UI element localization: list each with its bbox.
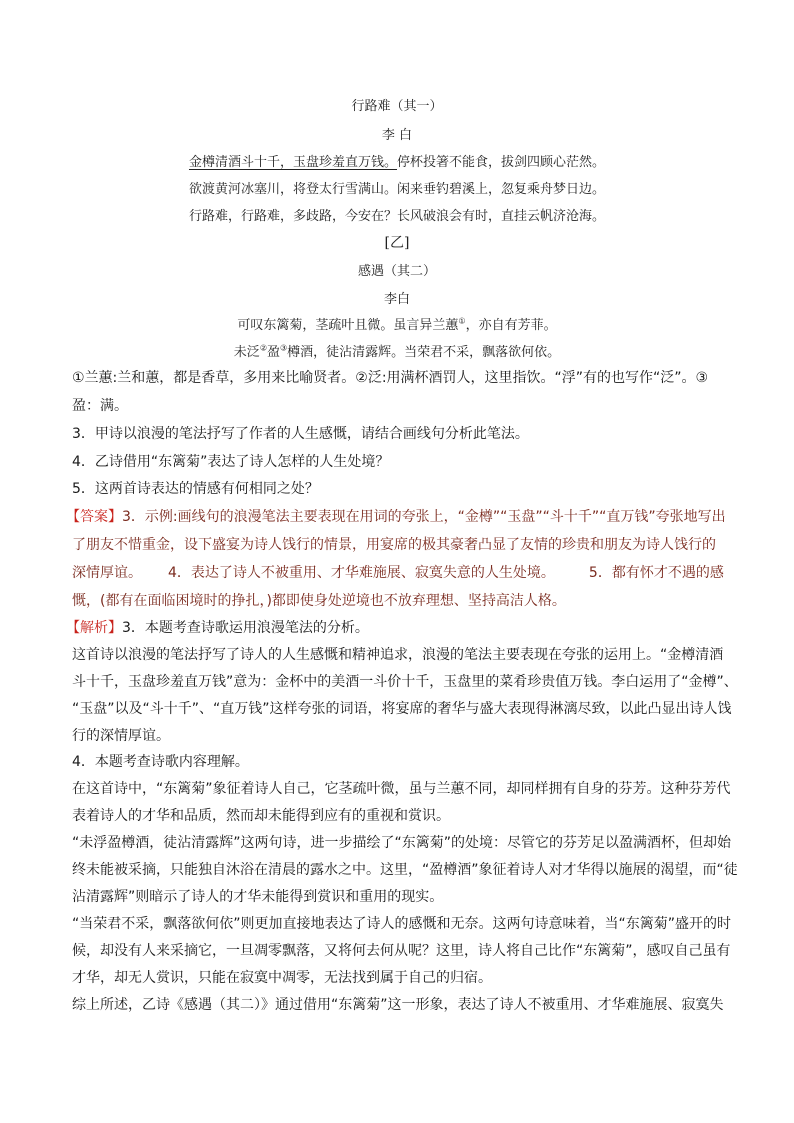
analysis-p2-2: 表着诗人的才华和品质，然而却未能得到应有的重视和赏识。 (72, 808, 450, 824)
analysis-label: 【解析】 (66, 620, 122, 636)
poem2-line1-a: 可叹东篱菊，茎疏叶且微。虽言异兰蕙 (237, 318, 459, 333)
poem1-line1 (0, 151, 794, 170)
answer-4: 4．表达了诗人不被重用、才华难施展、寂寞失意的人生处境。 (168, 565, 555, 581)
analysis-p1-2: 斗十千，玉盘珍羞直万钱”意为：金杯中的美酒一斗价十千，玉盘里的菜肴珍贵值万钱。李白运用了“金樽”、 (72, 674, 738, 690)
poem1-line1-rest: 停杯投箸不能食，拔剑四顾心茫然。 (397, 155, 606, 170)
analysis-p4-3: 才华，却无人赏识，只能在寂寞中凋零，无法找到属于自己的归宿。 (72, 970, 492, 986)
footnote-mark: ① (458, 316, 466, 326)
answer-5: 5．都有怀才不遇的感 (588, 565, 724, 581)
analysis-p1-4: 行的深情厚谊。 (72, 728, 170, 744)
underlined-line: 金樽清酒斗十千，玉盘珍羞直万钱。 (188, 155, 397, 170)
analysis-p1-3: “玉盘”以及“斗十千”、“直万钱”这样夸张的词语，将宴席的奢华与盛大表现得淋漓尽致，以此凸显出诗人饯 (72, 701, 732, 717)
analysis-p5-1: 综上所述，乙诗《感遇（其二）》通过借用“东篱菊”这一形象，表达了诗人不被重用、才华难施展、寂寞失 (72, 997, 724, 1013)
answer-line1 (66, 503, 726, 531)
analysis-p3-1: “未浮盈樽酒，徒沾清露辉”这两句诗，进一步描绘了“东篱菊”的处境：尽管它的芬芳足以盈满酒杯，但却始 (72, 835, 732, 851)
poem2-marker: [乙] (384, 235, 410, 251)
notes-line2: 盈：满。 (72, 398, 128, 414)
poem2-line2-b: 盈 (266, 345, 280, 360)
answer-3-end: 深情厚谊。 (72, 565, 142, 581)
footnote-mark: ② (259, 343, 267, 353)
poem1-line3: 行路难，行路难，多歧路，今安在？长风破浪会有时，直挂云帆济沧海。 (188, 209, 605, 224)
poem2-line2-a: 未泛 (233, 345, 260, 360)
footnote-mark: ③ (280, 343, 288, 353)
notes-line1: ①兰蕙:兰和蕙，都是香草，多用来比喻贤者。②泛:用满杯酒罚人，这里指饮。“浮”有的也写作“泛”。③ (72, 370, 709, 386)
answer-label: 【答案】 (66, 509, 122, 525)
poem2-line1 (0, 314, 794, 333)
question-4: 4．乙诗借用“东篱菊”表达了诗人怎样的人生处境？ (72, 454, 390, 470)
poem2-line2-c: 樽酒，徒沾清露辉。当荣君不采，飘落欲何依。 (287, 345, 561, 360)
answer-line3 (72, 559, 726, 587)
poem1-author: 李 白 (381, 128, 413, 143)
analysis-p3-2: 终未能被采摘，只能独自沐浴在清晨的露水之中。这里，“盈樽酒”象征着诗人对才华得以施展的渴望，而“徒 (72, 862, 738, 878)
poem2-line2 (0, 341, 794, 360)
question-3: 3．甲诗以浪漫的笔法抒写了作者的人生感慨，请结合画线句分析此笔法。 (72, 426, 529, 442)
poem2-title: 感遇（其二） (357, 264, 436, 279)
analysis-p3-3: 沾清露辉”则暗示了诗人的才华未能得到赏识和重用的现实。 (72, 889, 444, 905)
analysis-p1-1: 这首诗以浪漫的笔法抒写了诗人的人生感慨和精神追求，浪漫的笔法主要表现在夸张的运用上。“金樽清酒 (72, 647, 724, 663)
analysis-p2-1: 在这首诗中，“东篱菊”象征着诗人自己，它茎疏叶微，虽与兰蕙不同，却同样拥有自身的芬芳。这种芬芳代 (72, 781, 731, 797)
poem1-line2: 欲渡黄河冰塞川，将登太行雪满山。闲来垂钓碧溪上，忽复乘舟梦日边。 (188, 182, 605, 197)
poem1-title: 行路难（其一） (351, 99, 443, 114)
analysis-p4-2: 候，却没有人来采摘它，一旦凋零飘落，又将何去何从呢？这里，诗人将自己比作“东篱菊”，感叹自己虽有 (72, 943, 731, 959)
question-5: 5．这两首诗表达的情感有何相同之处？ (72, 481, 319, 497)
poem2-line1-b: ，亦自有芳菲。 (465, 318, 557, 333)
analysis-line1 (66, 614, 720, 642)
answer-line4: 慨，(都有在面临困境时的挣扎，)都即使身处逆境也不放弃理想、坚持高洁人格。 (72, 593, 566, 609)
analysis-heading-3: 3．本题考查诗歌运用浪漫笔法的分析。 (122, 620, 369, 636)
answer-line2: 了朋友不惜重金，设下盛宴为诗人饯行的情景，用宴席的极其豪奢凸显了友情的珍贵和朋友为诗人饯行的 (72, 537, 716, 553)
poem2-author: 李白 (383, 292, 410, 307)
answer-text: 3．示例:画线句的浪漫笔法主要表现在用词的夸张上，“金樽”“玉盘”“斗十千”“直万钱”夸张地写出 (122, 509, 726, 525)
analysis-p4-1: “当荣君不采，飘落欲何依”则更加直接地表达了诗人的感慨和无奈。这两句诗意味着，当“东篱菊”盛开的时 (72, 916, 732, 932)
analysis-heading-4: 4．本题考查诗歌内容理解。 (72, 754, 249, 770)
